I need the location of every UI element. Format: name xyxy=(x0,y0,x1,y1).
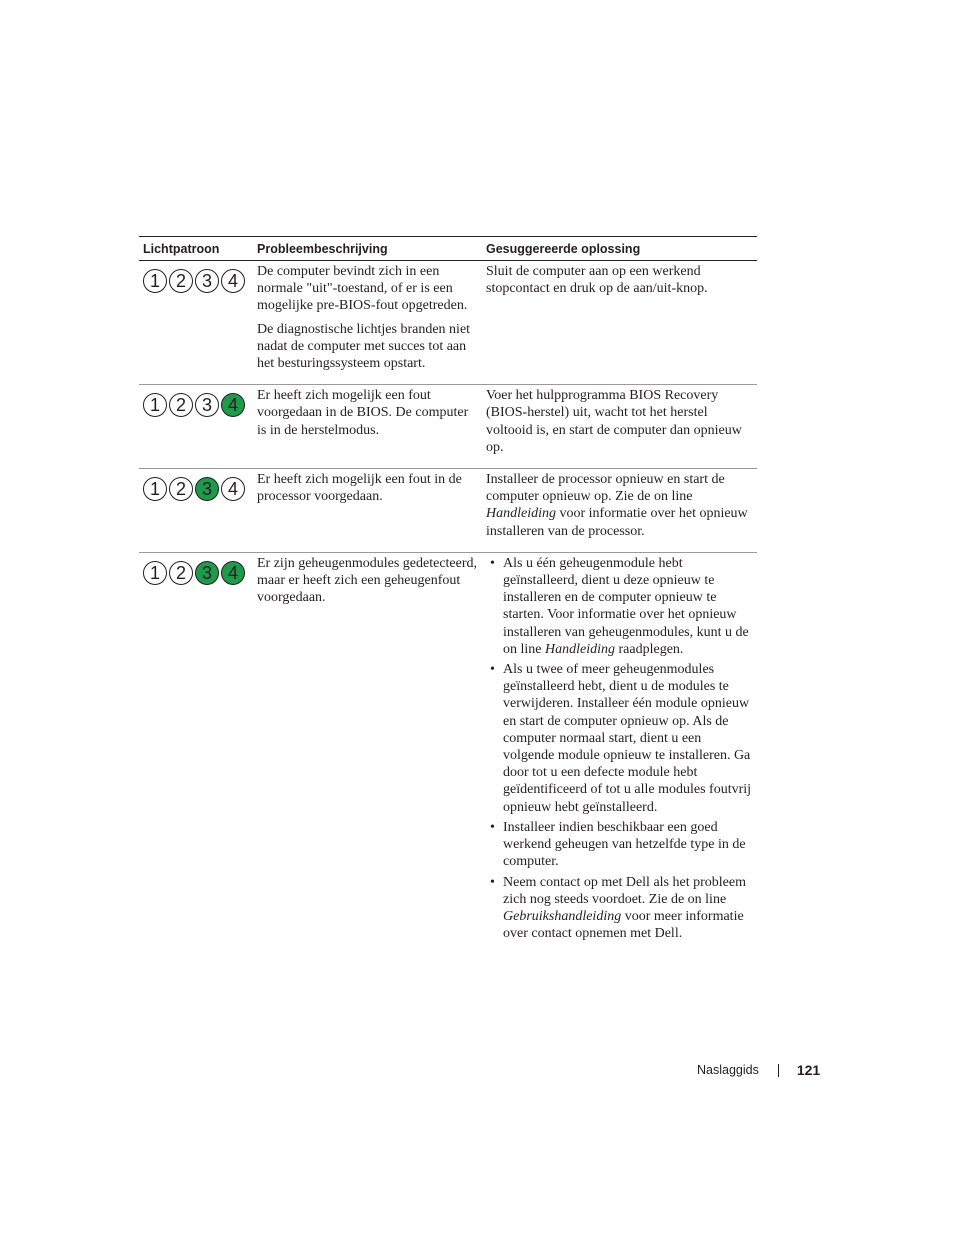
diagnostic-light-4-icon: 4 xyxy=(221,269,245,293)
diagnostic-light-3-icon: 3 xyxy=(195,393,219,417)
light-pattern xyxy=(143,269,257,293)
light-pattern xyxy=(143,393,257,417)
suggested-solution-text: Installeer de processor opnieuw en start de computer opnieuw op. Zie de on line Handleiding voor informatie over het opnieuw installeren van de processor. xyxy=(486,472,748,539)
problem-description-text: De diagnostische lichtjes branden niet nadat de computer met succes tot aan het besturingssysteem opstart. xyxy=(257,321,471,372)
suggested-solution-text: Voer het hulpprogramma BIOS Recovery (BIOS-herstel) uit, wacht tot het herstel voltooid is, en start de computer dan opnieuw op. xyxy=(486,388,742,455)
manual-title: Gebruikshandleiding xyxy=(503,908,622,924)
manual-title: Handleiding xyxy=(486,506,556,522)
light-pattern-cell xyxy=(139,469,257,552)
diagnostic-light-3-icon: 3 xyxy=(195,561,219,585)
diagnostic-light-2-icon: 2 xyxy=(169,561,193,585)
diagnostic-light-4-icon: 4 xyxy=(221,477,245,501)
diagnostic-light-4-icon: 4 xyxy=(221,561,245,585)
diagnostic-light-2-icon: 2 xyxy=(169,393,193,417)
diagnostic-light-1-icon: 1 xyxy=(143,477,167,501)
problem-description-text: Er heeft zich mogelijk een fout voorgedaan in de BIOS. De computer is in de herstelmodus. xyxy=(257,388,469,438)
light-pattern-cell xyxy=(139,385,257,468)
diagnostic-light-3-icon: 3 xyxy=(195,269,219,293)
manual-title: Handleiding xyxy=(545,641,615,657)
problem-description-cell xyxy=(257,261,486,384)
light-pattern xyxy=(143,477,257,501)
suggested-solution-cell xyxy=(486,261,757,384)
solution-bullet-list xyxy=(486,555,755,942)
header-problem-description: Probleembeschrijving xyxy=(257,241,388,256)
list-item: • Installeer indien beschikbaar een goed werkend geheugen van hetzelfde type in de computer. xyxy=(486,819,755,871)
light-pattern-cell xyxy=(139,553,257,951)
page-footer xyxy=(697,1062,820,1078)
suggested-solution-cell xyxy=(486,385,757,468)
list-item: • Als u één geheugenmodule hebt geïnstalleerd, dient u deze opnieuw te installeren en de computer opnieuw te starten. Voor informatie over het opnieuw installeren van geheugenmodules, kunt u de on line Handleiding raadplegen. xyxy=(486,555,755,658)
problem-description-cell xyxy=(257,469,486,552)
diagnostic-light-1-icon: 1 xyxy=(143,561,167,585)
problem-description-text: De computer bevindt zich in een normale "uit"-toestand, of er is een mogelijke pre-BIOS-fout opgetreden. xyxy=(257,264,468,314)
problem-description-cell xyxy=(257,553,486,951)
list-item: • Als u twee of meer geheugenmodules geïnstalleerd hebt, dient u de modules te verwijderen. Installeer één module opnieuw en start de computer opnieuw op. Als de computer normaal start, dient u een volgende module opnieuw te installeren. Ga door tot u een defecte module hebt geïdentificeerd of tot u alle modules foutvrij opnieuw hebt geïnstalleerd. xyxy=(486,661,755,816)
table-row xyxy=(139,385,757,469)
diagnostic-light-1-icon: 1 xyxy=(143,269,167,293)
problem-description-text: Er zijn geheugenmodules gedetecteerd, maar er heeft zich een geheugenfout voorgedaan. xyxy=(257,555,478,606)
diagnostic-light-4-icon: 4 xyxy=(221,393,245,417)
light-pattern-cell xyxy=(139,261,257,384)
footer-section-title: Naslaggids xyxy=(697,1063,759,1077)
table-row xyxy=(139,261,757,385)
page-number: 121 xyxy=(796,1062,821,1078)
header-light-pattern: Lichtpatroon xyxy=(143,241,220,256)
suggested-solution-cell xyxy=(486,469,757,552)
diagnostic-light-3-icon: 3 xyxy=(195,477,219,501)
problem-description-cell xyxy=(257,385,486,468)
footer-divider xyxy=(778,1064,779,1077)
table-header xyxy=(139,236,757,261)
light-pattern xyxy=(143,561,257,585)
diagnostic-light-2-icon: 2 xyxy=(169,269,193,293)
diagnostic-light-2-icon: 2 xyxy=(169,477,193,501)
suggested-solution-cell xyxy=(486,553,757,951)
header-suggested-solution: Gesuggereerde oplossing xyxy=(486,241,641,256)
table-row xyxy=(139,469,757,553)
diagnostic-light-1-icon: 1 xyxy=(143,393,167,417)
diagnostic-lights-table xyxy=(139,236,757,951)
table-row xyxy=(139,553,757,951)
suggested-solution-text: Sluit de computer aan op een werkend stopcontact en druk op de aan/uit-knop. xyxy=(486,264,708,297)
list-item: • Neem contact op met Dell als het probleem zich nog steeds voordoet. Zie de on line Gebruikshandleiding voor meer informatie over contact opnemen met Dell. xyxy=(486,874,755,943)
problem-description-text: Er heeft zich mogelijk een fout in de processor voorgedaan. xyxy=(257,472,462,505)
